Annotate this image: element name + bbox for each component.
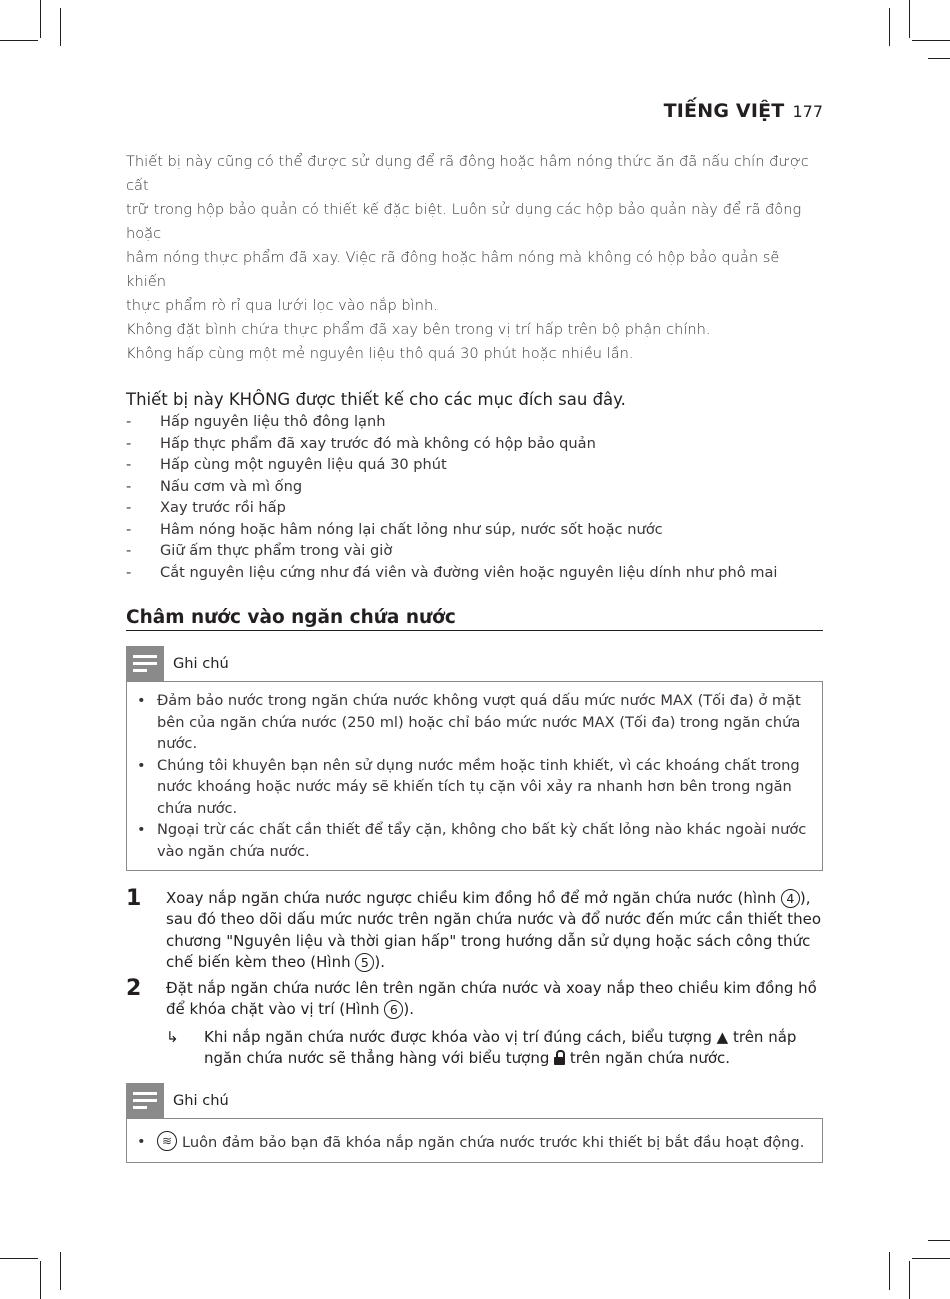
step-text: Đặt nắp ngăn chứa nước lên trên ngăn chứa nước và xoay nắp theo chiều kim đồng hồ để khóa chặt vào vị trí (Hình 6 ). xyxy=(166,979,817,1019)
crop-mark xyxy=(912,40,950,41)
lock-icon xyxy=(554,1050,565,1065)
note-box xyxy=(126,1118,823,1163)
page-header xyxy=(664,100,823,122)
crop-mark xyxy=(40,0,41,38)
list-item: - Nấu cơm và mì ống xyxy=(126,476,823,498)
note-box xyxy=(126,681,823,871)
not-designed-heading: Thiết bị này KHÔNG được thiết kế cho các mục đích sau đây. xyxy=(126,390,626,409)
intro-line: trữ trong hộp bảo quản có thiết kế đặc biệt. Luôn sử dụng các hộp bảo quản này để rã đông hoặc xyxy=(126,201,802,242)
figure-ref: 6 xyxy=(384,1000,403,1019)
page-number: 177 xyxy=(792,102,823,121)
triangle-icon: ▲ xyxy=(716,1027,729,1046)
crop-mark xyxy=(889,8,890,46)
intro-line: Thiết bị này cũng có thể được sử dụng để rã đông hoặc hâm nóng thức ăn đã nấu chín được cất xyxy=(126,153,809,194)
result-arrow-icon: ↳ xyxy=(166,1027,179,1046)
note-bullets xyxy=(137,690,812,862)
page-content xyxy=(126,150,823,1163)
intro-line: hâm nóng thực phẩm đã xay. Việc rã đông hoặc hâm nóng mà không có hộp bảo quản sẽ khiến xyxy=(126,249,780,290)
note-label: Ghi chú xyxy=(173,1092,229,1110)
list-item: - Hấp nguyên liệu thô đông lạnh xyxy=(126,411,823,433)
crop-mark xyxy=(60,8,61,46)
intro-line: thực phẩm rò rỉ qua lưới lọc vào nắp bình. xyxy=(126,297,438,314)
note-header xyxy=(126,646,823,681)
note-icon xyxy=(126,646,164,681)
not-designed-list xyxy=(126,411,823,583)
figure-ref: 5 xyxy=(355,953,374,972)
note-bullets xyxy=(137,1131,812,1154)
list-item: - Hấp thực phẩm đã xay trước đó mà không có hộp bảo quản xyxy=(126,433,823,455)
list-item: - Hâm nóng hoặc hâm nóng lại chất lỏng như súp, nước sốt hoặc nước xyxy=(126,519,823,541)
crop-mark xyxy=(912,1258,950,1259)
crop-mark xyxy=(909,0,910,38)
step-2 xyxy=(126,978,823,1021)
note-icon xyxy=(126,1083,164,1118)
list-item: - Hấp cùng một nguyên liệu quá 30 phút xyxy=(126,454,823,476)
step-number: 1 xyxy=(126,886,142,911)
crop-mark xyxy=(0,40,38,41)
note-bullet: • Đảm bảo nước trong ngăn chứa nước không vượt quá dấu mức nước MAX (Tối đa) ở mặt bên của ngăn chứa nước (250 ml) hoặc chỉ báo mức nước MAX (Tối đa) trong ngăn chứa nước. xyxy=(137,690,812,755)
crop-mark xyxy=(928,1240,950,1241)
steam-icon xyxy=(157,1131,177,1151)
note-bullet: • Ngoại trừ các chất cần thiết để tẩy cặn, không cho bất kỳ chất lỏng nào khác ngoài nước vào ngăn chứa nước. xyxy=(137,819,812,862)
note-label: Ghi chú xyxy=(173,655,229,672)
figure-ref: 4 xyxy=(781,889,800,908)
step-result xyxy=(166,1027,823,1070)
list-item: - Cắt nguyên liệu cứng như đá viên và đường viên hoặc nguyên liệu dính như phô mai xyxy=(126,562,823,584)
crop-mark xyxy=(928,58,950,59)
crop-mark xyxy=(40,1261,41,1299)
crop-mark xyxy=(909,1261,910,1299)
intro-line: Không đặt bình chứa thực phẩm đã xay bên trong vị trí hấp trên bộ phận chính. xyxy=(126,321,711,338)
step-number: 2 xyxy=(126,976,142,1002)
result-text: Khi nắp ngăn chứa nước được khóa vào vị trí đúng cách, biểu tượng ▲ trên nắp ngăn chứa nước sẽ thẳng hàng với biểu tượng trên ngăn chứa nước. xyxy=(204,1027,797,1068)
crop-mark xyxy=(60,1252,61,1290)
list-item: - Giữ ấm thực phẩm trong vài giờ xyxy=(126,540,823,562)
crop-mark xyxy=(0,1258,38,1259)
note-bullet: • Chúng tôi khuyên bạn nên sử dụng nước mềm hoặc tinh khiết, vì các khoáng chất trong nước khoáng hoặc nước máy sẽ khiến tích tụ cặn vôi xảy ra nhanh hơn bên trong ngăn chứa nước. xyxy=(137,755,812,820)
section-title: Châm nước vào ngăn chứa nước xyxy=(126,607,823,631)
step-1 xyxy=(126,888,823,973)
step-text: Xoay nắp ngăn chứa nước ngược chiều kim đồng hồ để mở ngăn chứa nước (hình 4 ), sau đó theo dõi dấu mức nước trên ngăn chứa nước và đổ nước đến mức cần thiết theo chương "Nguyên liệu và thời gian hấp" trong hướng dẫn sử dụng hoặc sách công thức chế biến kèm theo (Hình 5 ). xyxy=(166,889,822,971)
note-header xyxy=(126,1083,823,1118)
intro-paragraph xyxy=(126,150,823,366)
note-bullet: ≋• Luôn đảm bảo bạn đã khóa nắp ngăn chứa nước trước khi thiết bị bắt đầu hoạt động. xyxy=(137,1131,812,1154)
header-language: TIẾNG VIỆT xyxy=(663,100,785,122)
crop-mark xyxy=(889,1252,890,1290)
steps xyxy=(126,888,823,1069)
list-item: - Xay trước rồi hấp xyxy=(126,497,823,519)
intro-line: Không hấp cùng một mẻ nguyên liệu thô quá 30 phút hoặc nhiều lần. xyxy=(126,345,634,362)
